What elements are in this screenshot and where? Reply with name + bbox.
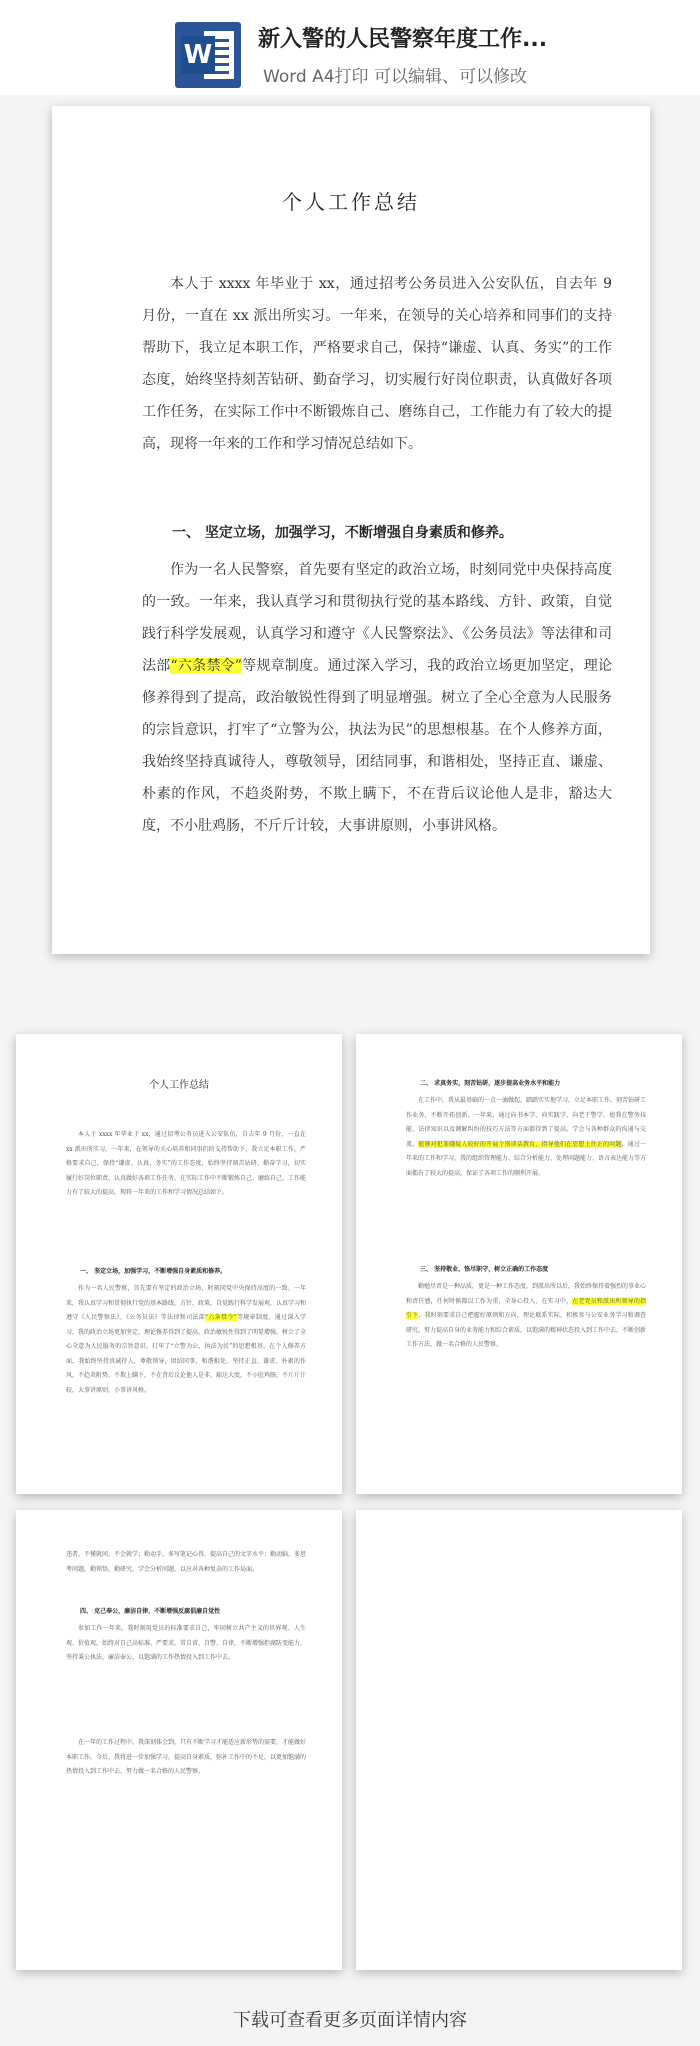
word-document-icon	[175, 22, 241, 88]
section-heading-1: 一、 坚定立场，加强学习，不断增强自身素质和修养。	[172, 525, 513, 541]
thumb-paragraph-3-end: 违者，不懂就问，不会就学；勤动手，多写笔记心得，提高自己的文字水平；勤动脑，多思考问题，勤领悟，勤研究，学会分析问题，以应对各种复杂的工作局面。	[66, 1551, 307, 1573]
thumb-heading-3: 三、 坚持敬业，恪尽职守，树立正确的工作态度	[420, 1266, 549, 1273]
section-1-paragraph	[142, 554, 612, 842]
thumb-heading-2: 二、 求真务实，刻苦钻研，逐步提高业务水平和能力	[420, 1080, 561, 1087]
thumb-heading-4: 四、 克己奉公，廉洁自律，不断增强反腐倡廉自觉性	[80, 1608, 221, 1615]
thumb-paragraph-4: 参加工作一年来，我时刻用党员的标准要求自己，牢固树立共产主义的世界观、人生观、价值观，始终对自己高标准、严要求，常自省、自警、自律，不断增强拒腐防变能力，坚持秉公执法，廉洁奉公，以饱满的工作热情投入到工作中去。	[66, 1625, 307, 1661]
highlighted-text: 能够对犯罪嫌疑人较好的开展个别谈话教育，指导他们在思想上往正的问题	[418, 1140, 622, 1148]
highlighted-text: 在老党员和派出所领导的指引下	[406, 1297, 646, 1319]
paragraph-text: 等规章制度。通过深入学习，我的政治立场更加坚定，理论修养得到了提高，政治敏锐性得到了明显增强。树立了全心全意为人民服务的宗旨意识，打牢了“立警为公，执法为民”的思想根基。在个人修养方面，我始终坚持真诚待人，尊敬领导，团结同事，和谐相处，坚持正直、谦虚、朴素的作风，不趋炎附势，不欺上瞒下，不在背后议论他人是非，豁达大度，不小肚鸡肠，不斤斤计较，大事讲原则，小事讲风格。	[142, 658, 612, 834]
paragraph-text: 作为一名人民警察，首先要有坚定的政治立场，时刻同党中央保持高度的一致。一年来，我认真学习和贯彻执行党的基本路线、方针、政策，自觉践行科学发展观，认真学习和遵守《人民警察法》、《公务员法》等法律和司法部	[142, 562, 612, 674]
document-title[interactable]: 新入警的人民警察年度工作...	[258, 27, 548, 52]
word-letter: W	[181, 36, 215, 74]
page-thumbnail-3[interactable]	[16, 1510, 342, 1970]
paragraph-text: 作为一名人民警察，首先要有坚定的政治立场，时刻同党中央保持高度的一致。一年来，我认真学习和贯彻执行党的基本路线、方针、政策，自觉践行科学发展观，认真学习和遵守《人民警察法》、《公务员法》等法律和司法部	[66, 1285, 307, 1321]
document-subtitle: Word A4打印 可以编辑、可以修改	[263, 67, 527, 87]
thumb-heading-1: 一、 坚定立场，加强学习，不断增强自身素质和修养。	[80, 1268, 227, 1275]
intro-paragraph: 本人于 xxxx 年毕业于 xx，通过招考公务员进入公安队伍，自去年 9 月份，一直在 xx 派出所实习。一年来，在领导的关心培养和同事们的支持帮助下，我立足本职工作，严格要求自己，保持“谦虚、认真、务实”的工作态度，始终坚持刻苦钻研、勤奋学习，切实履行好岗位职责，认真做好各项工作任务，在实际工作中不断锻炼自己、磨练自己，工作能力有了较大的提高，现将一年来的工作和学习情况总结如下。	[142, 276, 612, 452]
paragraph-text: 等规章制度。通过深入学习，我的政治立场更加坚定，理论修养得到了提高，政治敏锐性得到了明显增强。树立了全心全意为人民服务的宗旨意识，打牢了“立警为公，执法为民”的思想根基。在个人修养方面，我始终坚持真诚待人，尊敬领导，团结同事，和谐相处，坚持正直、谦虚、朴素的作风，不趋炎附势，不欺上瞒下，不在背后议论他人是非，豁达大度，不小肚鸡肠，不斤斤计较，大事讲原则，小事讲风格。	[66, 1314, 307, 1394]
paragraph-text: ，通过一年来的工作和学习，我的组织管理能力、综合分析能力、处理问题能力、语言表达能力等方面都有了较大的提高，保证了各项工作的顺利开展。	[406, 1140, 647, 1177]
thumb-paragraph-3	[406, 1280, 646, 1353]
thumb-title: 个人工作总结	[149, 1080, 209, 1091]
highlighted-text: “六条禁令”	[170, 658, 242, 674]
page-thumbnail-1[interactable]	[16, 1034, 342, 1494]
paragraph-text: 勤勉尽责是一种品质，更是一种工作态度。到派出所以后，我始终保持着强烈的事业心和责任感，任何时候都以工作为重，全身心投入，在实习中，	[406, 1283, 647, 1305]
header	[0, 0, 700, 95]
thumb-paragraph-1	[66, 1282, 306, 1398]
thumb-intro: 本人于 xxxx 年毕业于 xx，通过招考公务员进入公安队伍，自去年 9 月份，一直在 xx 派出所实习。一年来，在领导的关心培养和同事们的支持帮助下，我立足本职工作，严格要求自己，保持“谦虚、认真、务实”的工作态度，始终坚持刻苦钻研、勤奋学习，切实履行好岗位职责，认真做好各项工作任务，在实际工作中不断锻炼自己、磨练自己，工作能力有了较大的提高，现将一年来的工作和学习情况总结如下。	[66, 1131, 307, 1196]
page-title: 个人工作总结	[282, 190, 420, 214]
paragraph-text: 在工作中，我从最基础的一点一滴做起，踏踏实实地学习，立足本职工作，刻苦钻研工作业务，不断开拓创新。一年来，通过向书本学、向实践学、向老干警学，使我在警务技能、法律知识以及调解纠纷的技巧方法等方面都得到了提高，学会与各种群众的沟通与交流。	[406, 1097, 647, 1148]
page-thumbnail-2[interactable]	[356, 1034, 682, 1494]
thumb-closing-paragraph: 在一年的工作过程中，我深刻体会到，只有不断学习才能适应新形势的需要，才能做好本职工作。今后，我将进一步加强学习，提高自身素质，弥补工作中的不足，以更加饱满的热情投入到工作中去，努力做一名合格的人民警察。	[66, 1739, 307, 1775]
document-page-preview[interactable]	[52, 106, 650, 954]
thumb-paragraph-2	[406, 1094, 646, 1181]
highlighted-text: “六条禁令”	[204, 1314, 237, 1321]
paragraph-text: ，我时刻要求自己把握好原则和方向，理论联系实际，积极参与公安业务学习和调查研究，努力提高自身的业务能力和综合素质，以饱满的精神状态投入到工作中去，不断创新工作方法，做一名合格的人民警察。	[406, 1312, 647, 1348]
download-more-link[interactable]: 下载可查看更多页面详情内容	[233, 2010, 467, 2031]
page-thumbnail-4[interactable]	[356, 1510, 682, 1970]
